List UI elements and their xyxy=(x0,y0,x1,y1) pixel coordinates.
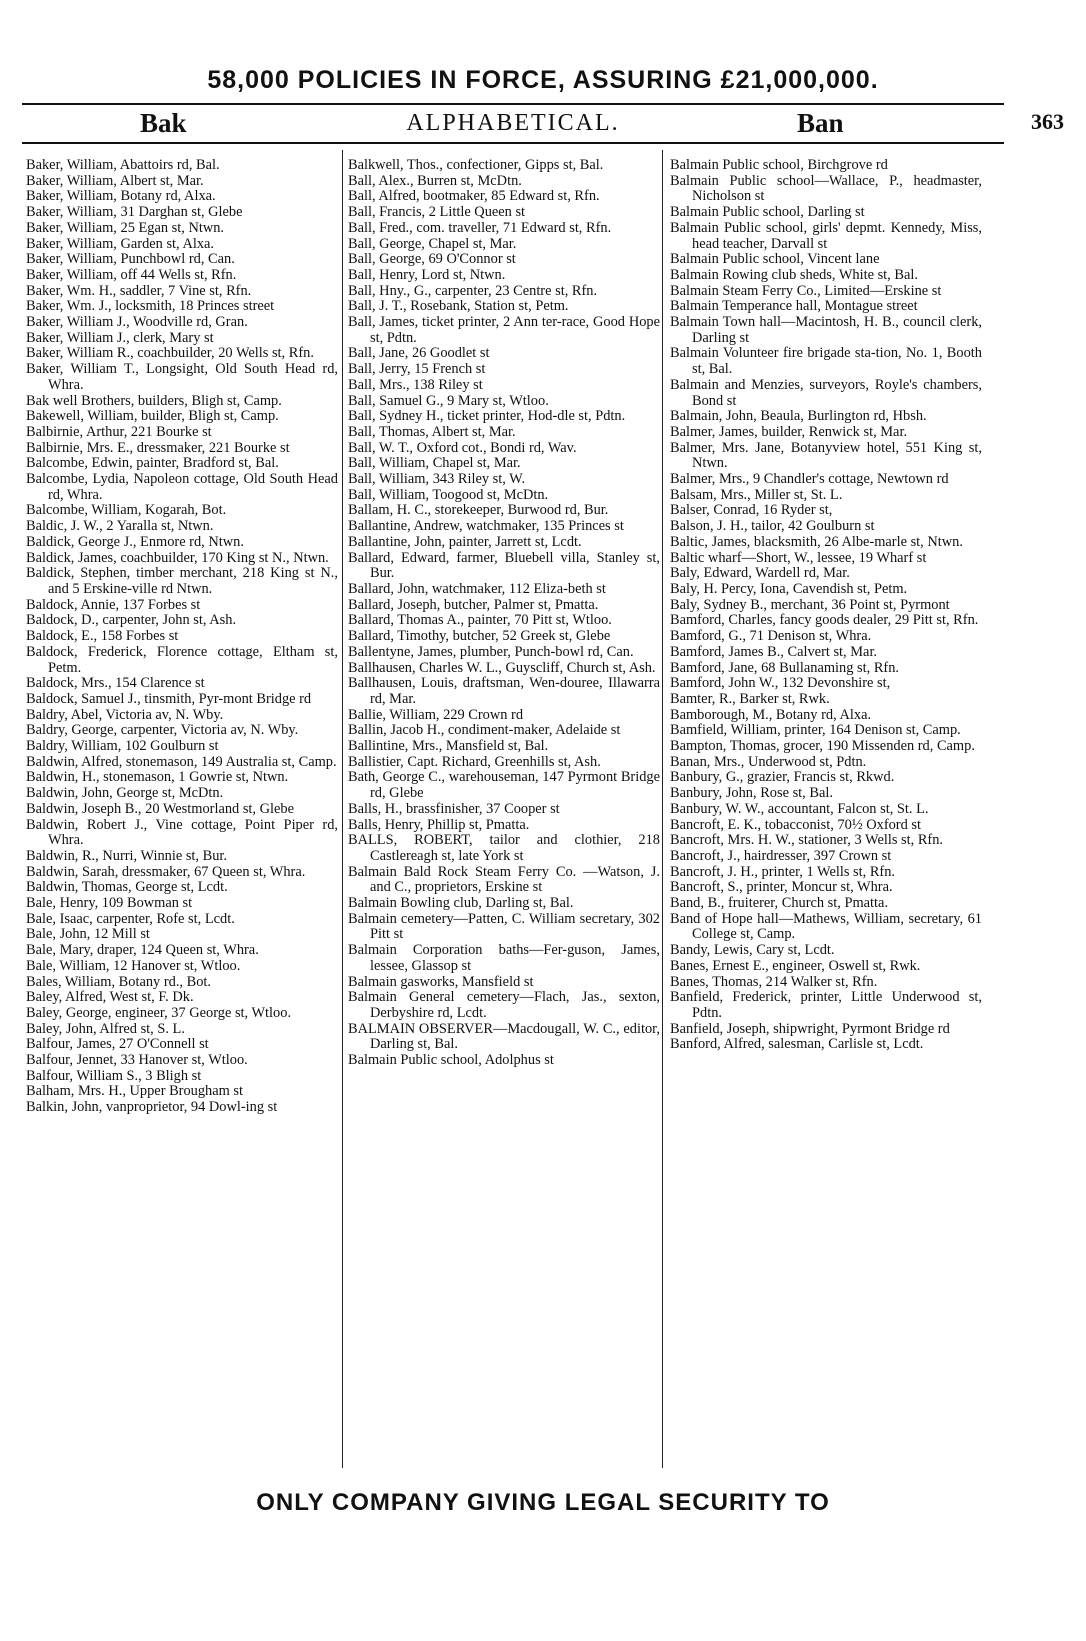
directory-entry: Banford, Alfred, salesman, Carlisle st, Lcdt. xyxy=(670,1036,924,1053)
directory-entry: Balmer, James, builder, Renwick st, Mar. xyxy=(670,423,908,440)
directory-entry: Balmain Corporation baths—Fer-guson, James, lessee, Glassop st xyxy=(348,942,660,974)
directory-entry: Ball, George, 69 O'Connor st xyxy=(348,251,516,268)
directory-entry: Baker, William T., Longsight, Old South Head rd, Whra. xyxy=(26,361,338,393)
directory-entry: Baker, William J., Woodville rd, Gran. xyxy=(26,314,248,331)
directory-entry: Balmain Steam Ferry Co., Limited—Erskine st xyxy=(670,282,942,299)
directory-entry: Ball, William, Toogood st, McDtn. xyxy=(348,486,549,503)
directory-column-1 xyxy=(26,158,338,1116)
directory-entry: Baldwin, H., stonemason, 1 Gowrie st, Ntwn. xyxy=(26,769,289,786)
directory-entry: Balcombe, William, Kogarah, Bot. xyxy=(26,502,227,519)
directory-entry: Baker, William, Albert st, Mar. xyxy=(26,172,204,189)
directory-entry: Ball, W. T., Oxford cot., Bondi rd, Wav. xyxy=(348,439,577,456)
directory-entry: Ballentyne, James, plumber, Punch-bowl rd, Can. xyxy=(348,643,634,660)
directory-entry: Baly, H. Percy, Iona, Cavendish st, Petm. xyxy=(670,580,908,597)
directory-entry: Ballard, Edward, farmer, Bluebell villa, Stanley st, Bur. xyxy=(348,549,660,582)
directory-entry: Balfour, Jennet, 33 Hanover st, Wtloo. xyxy=(26,1052,248,1069)
directory-entry: Baldick, George J., Enmore rd, Ntwn. xyxy=(26,533,244,550)
directory-entry: Ballard, Timothy, butcher, 52 Greek st, Glebe xyxy=(348,628,611,645)
directory-entry: Baldwin, R., Nurri, Winnie st, Bur. xyxy=(26,847,228,864)
directory-entry: Bales, William, Botany rd., Bot. xyxy=(26,973,212,990)
directory-entry: Bale, Mary, draper, 124 Queen st, Whra. xyxy=(26,942,259,959)
directory-entry: Baker, William R., coachbuilder, 20 Wells st, Rfn. xyxy=(26,345,314,362)
directory-entry: Baldock, E., 158 Forbes st xyxy=(26,628,179,645)
directory-entry: Banbury, G., grazier, Francis st, Rkwd. xyxy=(670,769,895,786)
directory-entry: Balser, Conrad, 16 Ryder st, xyxy=(670,502,833,519)
directory-entry: Ballhausen, Charles W. L., Guyscliff, Church st, Ash. xyxy=(348,659,656,676)
directory-entry: Baldry, George, carpenter, Victoria av, N. Wby. xyxy=(26,722,299,739)
directory-entry: Balcombe, Edwin, painter, Bradford st, Bal. xyxy=(26,455,279,472)
directory-entry: Ball, Alfred, bootmaker, 85 Edward st, Rfn. xyxy=(348,188,600,205)
directory-entry: Ball, Thomas, Albert st, Mar. xyxy=(348,423,516,440)
directory-entry: Banbury, John, Rose st, Bal. xyxy=(670,785,833,802)
directory-entry: Balmain Public school, Vincent lane xyxy=(670,251,880,268)
directory-entry: Ballard, John, watchmaker, 112 Eliza-beth st xyxy=(348,580,606,597)
directory-entry: Bamford, James B., Calvert st, Mar. xyxy=(670,643,878,660)
directory-entry: Baker, William, Abattoirs rd, Bal. xyxy=(26,157,220,173)
directory-entry: Baldock, Frederick, Florence cottage, Eltham st, Petm. xyxy=(26,643,338,676)
directory-entry: Bale, John, 12 Mill st xyxy=(26,926,150,943)
directory-entry: Bamford, Charles, fancy goods dealer, 29 Pitt st, Rfn. xyxy=(670,612,979,629)
directory-entry: Balmain Public school—Wallace, P., headmaster, Nicholson st xyxy=(670,172,982,205)
top-rule xyxy=(22,103,1004,105)
directory-entry: Baker, Wm. H., saddler, 7 Vine st, Rfn. xyxy=(26,282,252,299)
directory-entry: Ball, James, ticket printer, 2 Ann ter-race, Good Hope st, Pdtn. xyxy=(348,314,660,346)
directory-entry: Ball, Fred., com. traveller, 71 Edward st, Rfn. xyxy=(348,219,612,236)
page-number: 363 xyxy=(1031,109,1064,134)
directory-entry: Balmain Public school, girls' depmt. Kennedy, Miss, head teacher, Darvall st xyxy=(670,219,982,252)
directory-entry: Baldry, William, 102 Goulburn st xyxy=(26,738,219,755)
directory-entry: Banbury, W. W., accountant, Falcon st, St. L. xyxy=(670,800,929,817)
directory-entry: Baldwin, Joseph B., 20 Westmorland st, Glebe xyxy=(26,800,294,817)
directory-entry: Balkwell, Thos., confectioner, Gipps st, Bal. xyxy=(348,157,604,173)
directory-entry: Bamford, Jane, 68 Bullanaming st, Rfn. xyxy=(670,659,900,676)
directory-entry: Baldry, Abel, Victoria av, N. Wby. xyxy=(26,706,224,723)
directory-entry: Baly, Sydney B., merchant, 36 Point st, Pyrmont xyxy=(670,596,950,613)
column-divider-1 xyxy=(342,150,343,1468)
directory-entry: Baltic wharf—Short, W., lessee, 19 Wharf st xyxy=(670,549,927,566)
directory-entry: Balham, Mrs. H., Upper Brougham st xyxy=(26,1083,244,1100)
directory-entry: Ballistier, Capt. Richard, Greenhills st, Ash. xyxy=(348,753,601,770)
directory-entry: Bancroft, Mrs. H. W., stationer, 3 Wells st, Rfn. xyxy=(670,832,943,849)
directory-entry: Bancroft, E. K., tobacconist, 70½ Oxford st xyxy=(670,816,921,833)
section-title: ALPHABETICAL. xyxy=(406,110,620,136)
directory-entry: Balmain Public school, Adolphus st xyxy=(348,1052,554,1069)
directory-entry: Banfield, Joseph, shipwright, Pyrmont Bridge rd xyxy=(670,1020,950,1037)
directory-entry: Ball, J. T., Rosebank, Station st, Petm. xyxy=(348,298,569,315)
directory-entry: Balson, J. H., tailor, 42 Goulburn st xyxy=(670,518,875,535)
directory-entry: Baker, William, Garden st, Alxa. xyxy=(26,235,215,252)
directory-entry: Ball, Francis, 2 Little Queen st xyxy=(348,204,526,221)
directory-entry: Bale, Henry, 109 Bowman st xyxy=(26,895,193,912)
directory-entry: Ball, William, 343 Riley st, W. xyxy=(348,471,526,488)
directory-entry: Balbirnie, Mrs. E., dressmaker, 221 Bourke st xyxy=(26,439,290,456)
directory-entry: Balbirnie, Arthur, 221 Bourke st xyxy=(26,423,212,440)
directory-entry: Balkin, John, vanproprietor, 94 Dowl-ing st xyxy=(26,1099,278,1116)
directory-entry: Balmain Volunteer fire brigade sta-tion, No. 1, Booth st, Bal. xyxy=(670,345,982,378)
directory-entry: Balfour, William S., 3 Bligh st xyxy=(26,1067,202,1084)
directory-entry: Balmain cemetery—Patten, C. William secretary, 302 Pitt st xyxy=(348,910,660,943)
directory-entry: Bamford, G., 71 Denison st, Whra. xyxy=(670,628,872,645)
directory-entry: Bampton, Thomas, grocer, 190 Missenden rd, Camp. xyxy=(670,738,975,755)
directory-entry: Baldwin, Sarah, dressmaker, 67 Queen st, Whra. xyxy=(26,863,306,880)
directory-entry: Ball, Jane, 26 Goodlet st xyxy=(348,345,490,362)
directory-entry: Banes, Thomas, 214 Walker st, Rfn. xyxy=(670,973,878,990)
directory-entry: Balmer, Mrs., 9 Chandler's cottage, Newtown rd xyxy=(670,471,949,488)
directory-entry: Ball, William, Chapel st, Mar. xyxy=(348,455,521,472)
bottom-advert-banner: ONLY COMPANY GIVING LEGAL SECURITY TO xyxy=(256,1489,830,1516)
directory-entry: BALLS, ROBERT, tailor and clothier, 218 Castlereagh st, late York st xyxy=(348,832,660,864)
directory-entry: Ball, Henry, Lord st, Ntwn. xyxy=(348,266,506,283)
directory-entry: Bamford, John W., 132 Devonshire st, xyxy=(670,675,891,692)
directory-entry: Baker, William, Botany rd, Alxa. xyxy=(26,188,216,205)
directory-entry: Baldwin, Thomas, George st, Lcdt. xyxy=(26,879,228,896)
directory-entry: Bamter, R., Barker st, Rwk. xyxy=(670,690,830,707)
directory-entry: Band of Hope hall—Mathews, William, secretary, 61 College st, Camp. xyxy=(670,910,982,943)
directory-entry: Baldock, D., carpenter, John st, Ash. xyxy=(26,612,237,629)
directory-entry: Balmain Public school, Birchgrove rd xyxy=(670,157,888,173)
directory-entry: Baldock, Annie, 137 Forbes st xyxy=(26,596,201,613)
directory-entry: Balmain gasworks, Mansfield st xyxy=(348,973,534,990)
directory-entry: Bancroft, J., hairdresser, 397 Crown st xyxy=(670,847,892,864)
directory-entry: Ballin, Jacob H., condiment-maker, Adelaide st xyxy=(348,722,621,739)
directory-entry: Balmer, Mrs. Jane, Botanyview hotel, 551 King st, Ntwn. xyxy=(670,439,982,472)
directory-entry: Ball, Hny., G., carpenter, 23 Centre st, Rfn. xyxy=(348,282,598,299)
directory-entry: Balmain Temperance hall, Montague street xyxy=(670,298,918,315)
directory-entry: Bale, Isaac, carpenter, Rofe st, Lcdt. xyxy=(26,910,235,927)
directory-entry: Ball, George, Chapel st, Mar. xyxy=(348,235,517,252)
directory-entry: Baldwin, Alfred, stonemason, 149 Australia st, Camp. xyxy=(26,753,337,770)
column-divider-2 xyxy=(662,150,663,1468)
directory-entry: Banfield, Frederick, printer, Little Underwood st, Pdtn. xyxy=(670,989,982,1021)
directory-entry: Baldock, Mrs., 154 Clarence st xyxy=(26,675,205,692)
directory-entry: Baldick, James, coachbuilder, 170 King st N., Ntwn. xyxy=(26,549,329,566)
directory-entry: Baker, William, 31 Darghan st, Glebe xyxy=(26,204,243,221)
directory-entry: Balls, Henry, Phillip st, Pmatta. xyxy=(348,816,530,833)
directory-entry: Baker, William, Punchbowl rd, Can. xyxy=(26,251,235,268)
directory-entry: Bamborough, M., Botany rd, Alxa. xyxy=(670,706,872,723)
directory-entry: Bandy, Lewis, Cary st, Lcdt. xyxy=(670,942,835,959)
directory-entry: Baley, Alfred, West st, F. Dk. xyxy=(26,989,194,1006)
directory-entry: Balfour, James, 27 O'Connell st xyxy=(26,1036,209,1053)
directory-entry: Baley, George, engineer, 37 George st, Wtloo. xyxy=(26,1004,292,1021)
directory-entry: Ball, Samuel G., 9 Mary st, Wtloo. xyxy=(348,392,549,409)
directory-entry: Balmain Town hall—Macintosh, H. B., council clerk, Darling st xyxy=(670,314,982,346)
directory-entry: Bamfield, William, printer, 164 Denison st, Camp. xyxy=(670,722,961,739)
directory-entry: Banan, Mrs., Underwood st, Pdtn. xyxy=(670,753,867,770)
directory-entry: Baker, William, off 44 Wells st, Rfn. xyxy=(26,266,237,283)
directory-entry: Banes, Ernest E., engineer, Oswell st, Rwk. xyxy=(670,957,921,974)
directory-entry: Ballard, Thomas A., painter, 70 Pitt st, Wtloo. xyxy=(348,612,612,629)
directory-entry: Ball, Mrs., 138 Riley st xyxy=(348,376,483,393)
directory-entry: Bath, George C., warehouseman, 147 Pyrmont Bridge rd, Glebe xyxy=(348,769,660,802)
directory-entry: Ball, Alex., Burren st, McDtn. xyxy=(348,172,522,189)
directory-entry: Baldwin, John, George st, McDtn. xyxy=(26,785,224,802)
directory-entry: Ballhausen, Louis, draftsman, Wen-douree, Illawarra rd, Mar. xyxy=(348,675,660,707)
directory-entry: Baldick, Stephen, timber merchant, 218 King st N., and 5 Erskine-ville rd Ntwn. xyxy=(26,565,338,597)
directory-entry: Bancroft, J. H., printer, 1 Wells st, Rfn. xyxy=(670,863,896,880)
directory-entry: Ballard, Joseph, butcher, Palmer st, Pmatta. xyxy=(348,596,599,613)
directory-entry: Balmain Public school, Darling st xyxy=(670,204,865,221)
directory-entry: Baker, William J., clerk, Mary st xyxy=(26,329,214,346)
directory-entry: Baldic, J. W., 2 Yaralla st, Ntwn. xyxy=(26,518,214,535)
guide-word-left: Bak xyxy=(140,108,187,138)
directory-column-3 xyxy=(670,158,982,1053)
directory-entry: Ballam, H. C., storekeeper, Burwood rd, Bur. xyxy=(348,502,609,519)
directory-entry: Balmain, John, Beaula, Burlington rd, Hbsh. xyxy=(670,408,927,425)
directory-entry: Ball, Jerry, 15 French st xyxy=(348,361,486,378)
directory-entry: Bak well Brothers, builders, Bligh st, Camp. xyxy=(26,392,282,409)
running-head xyxy=(22,108,1064,140)
directory-entry: Ballintine, Mrs., Mansfield st, Bal. xyxy=(348,738,549,755)
guide-word-right: Ban xyxy=(797,108,844,138)
directory-entry: Balsam, Mrs., Miller st, St. L. xyxy=(670,486,843,503)
directory-entry: Balcombe, Lydia, Napoleon cottage, Old South Head rd, Whra. xyxy=(26,471,338,503)
top-advert-banner: 58,000 POLICIES IN FORCE, ASSURING £21,000,000. xyxy=(207,66,879,94)
directory-entry: Baker, William, 25 Egan st, Ntwn. xyxy=(26,219,225,236)
directory-entry: Ball, Sydney H., ticket printer, Hod-dle st, Pdtn. xyxy=(348,408,626,425)
directory-entry: Balmain Bald Rock Steam Ferry Co. —Watson, J. and C., proprietors, Erskine st xyxy=(348,863,660,896)
directory-entry: Bakewell, William, builder, Bligh st, Camp. xyxy=(26,408,279,425)
directory-entry: Band, B., fruiterer, Church st, Pmatta. xyxy=(670,895,889,912)
directory-entry: Bancroft, S., printer, Moncur st, Whra. xyxy=(670,879,893,896)
directory-entry: Balmain General cemetery—Flach, Jas., sexton, Derbyshire rd, Lcdt. xyxy=(348,989,660,1021)
directory-entry: Bale, William, 12 Hanover st, Wtloo. xyxy=(26,957,241,974)
directory-entry: Ballantine, John, painter, Jarrett st, Lcdt. xyxy=(348,533,582,550)
directory-entry: Ballie, William, 229 Crown rd xyxy=(348,706,524,723)
directory-entry: Balmain Rowing club sheds, White st, Bal. xyxy=(670,266,918,283)
directory-entry: Balmain Bowling club, Darling st, Bal. xyxy=(348,895,574,912)
directory-entry: Ballantine, Andrew, watchmaker, 135 Princes st xyxy=(348,518,624,535)
directory-entry: BALMAIN OBSERVER—Macdougall, W. C., editor, Darling st, Bal. xyxy=(348,1020,660,1053)
directory-entry: Baltic, James, blacksmith, 26 Albe-marle st, Ntwn. xyxy=(670,533,963,550)
directory-entry: Balmain and Menzies, surveyors, Royle's chambers, Bond st xyxy=(670,376,982,409)
head-rule xyxy=(22,142,1004,144)
directory-entry: Baldock, Samuel J., tinsmith, Pyr-mont Bridge rd xyxy=(26,690,312,707)
directory-entry: Baley, John, Alfred st, S. L. xyxy=(26,1020,185,1037)
directory-entry: Baker, Wm. J., locksmith, 18 Princes street xyxy=(26,298,275,315)
directory-entry: Balls, H., brassfinisher, 37 Cooper st xyxy=(348,800,560,817)
directory-entry: Baldwin, Robert J., Vine cottage, Point Piper rd, Whra. xyxy=(26,816,338,849)
directory-column-2 xyxy=(348,158,660,1069)
directory-entry: Baly, Edward, Wardell rd, Mar. xyxy=(670,565,850,582)
